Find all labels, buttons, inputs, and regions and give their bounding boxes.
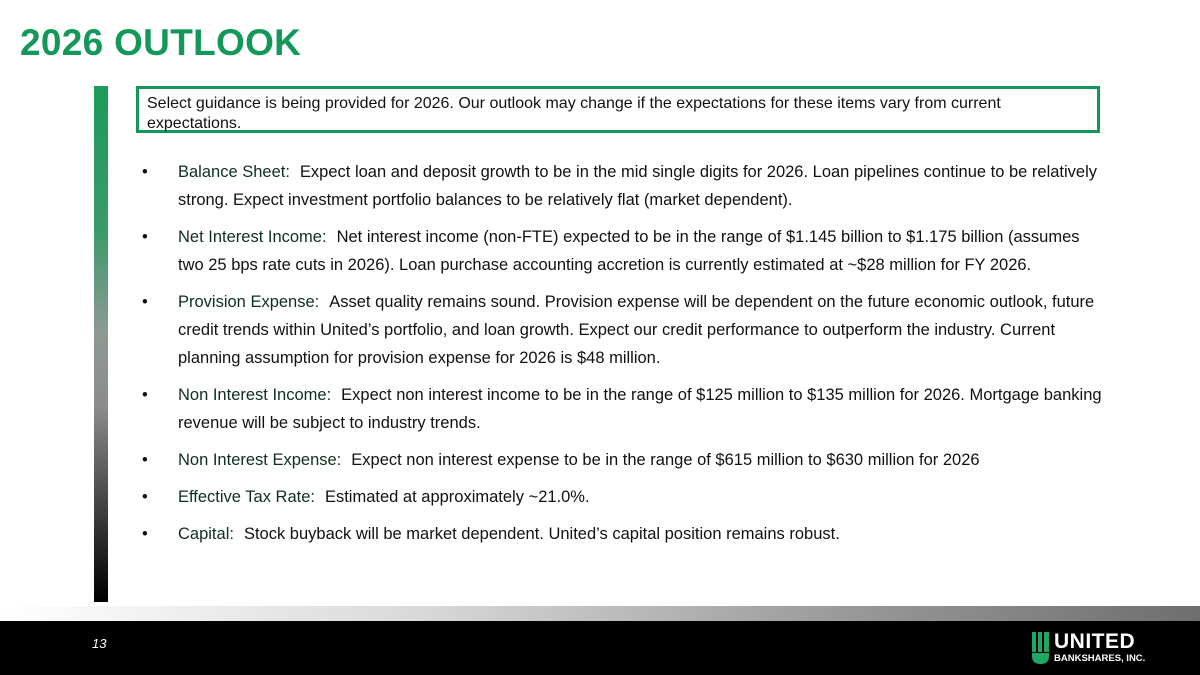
logo-subtitle: BANKSHARES, INC.: [1054, 653, 1146, 664]
bullet-label: Balance Sheet:: [178, 163, 290, 181]
bullet-text: Estimated at approximately ~21.0%.: [324, 488, 590, 506]
bullet-label: Provision Expense:: [178, 293, 320, 311]
decorative-gradient-bar: [94, 86, 108, 602]
bullet-label: Non Interest Income:: [178, 386, 332, 404]
bullet-text: Expect loan and deposit growth to be in the mid single digits for 2026. Loan pipelines continue to be relatively strong. Expect investment portfolio balances to be relatively flat (market dependent).: [178, 163, 1098, 209]
bullet-text: Stock buyback will be market dependent. United’s capital position remains robust.: [243, 525, 840, 543]
page-title: 2026 OUTLOOK: [20, 22, 302, 63]
bullet-dot-icon: •: [142, 293, 148, 311]
footer-gradient-strip: [0, 606, 1200, 621]
united-logo-icon: [1032, 632, 1049, 664]
bullet-dot-icon: •: [142, 228, 148, 246]
bullet-net-interest-income: [142, 223, 1102, 279]
bullet-non-interest-income: [142, 381, 1102, 437]
guidance-callout: Select guidance is being provided for 2026. Our outlook may change if the expectations for these items vary from current expectations.: [136, 86, 1100, 133]
footer-bar: [0, 621, 1200, 675]
bullet-text: Expect non interest income to be in the range of $125 million to $135 million for 2026. Mortgage banking revenue will be subject to industry trends.: [178, 386, 1102, 432]
bullet-provision-expense: [142, 288, 1102, 372]
bullet-text: Net interest income (non-FTE) expected to be in the range of $1.145 billion to $1.175 billion (assumes two 25 bps rate cuts in 2026). Loan purchase accounting accretion is currently estimated at ~$28 million for FY 2026.: [178, 228, 1080, 274]
bullet-text: Expect non interest expense to be in the range of $615 million to $630 million for 2026: [351, 451, 980, 469]
bullet-non-interest-expense: [142, 446, 1102, 474]
bullet-label: Effective Tax Rate:: [178, 488, 315, 506]
bullet-balance-sheet: [142, 158, 1102, 214]
bullet-effective-tax-rate: [142, 483, 1102, 511]
logo-wordmark: UNITED: [1054, 630, 1136, 653]
bullet-dot-icon: •: [142, 525, 148, 543]
bullet-capital: [142, 520, 1102, 548]
bullet-text: Asset quality remains sound. Provision expense will be dependent on the future economic outlook, future credit trends within United’s portfolio, and loan growth. Expect our credit performance to outperform the industry. Current planning assumption for provision expense for 2026 is $48 million.: [178, 293, 1095, 367]
outlook-bullet-list: [142, 158, 1102, 557]
page-number: 13: [92, 636, 107, 651]
bullet-dot-icon: •: [142, 163, 148, 181]
bullet-dot-icon: •: [142, 386, 148, 404]
bullet-label: Non Interest Expense:: [178, 451, 342, 469]
bullet-label: Net Interest Income:: [178, 228, 327, 246]
bullet-label: Capital:: [178, 525, 234, 543]
bullet-dot-icon: •: [142, 451, 148, 469]
bullet-dot-icon: •: [142, 488, 148, 506]
